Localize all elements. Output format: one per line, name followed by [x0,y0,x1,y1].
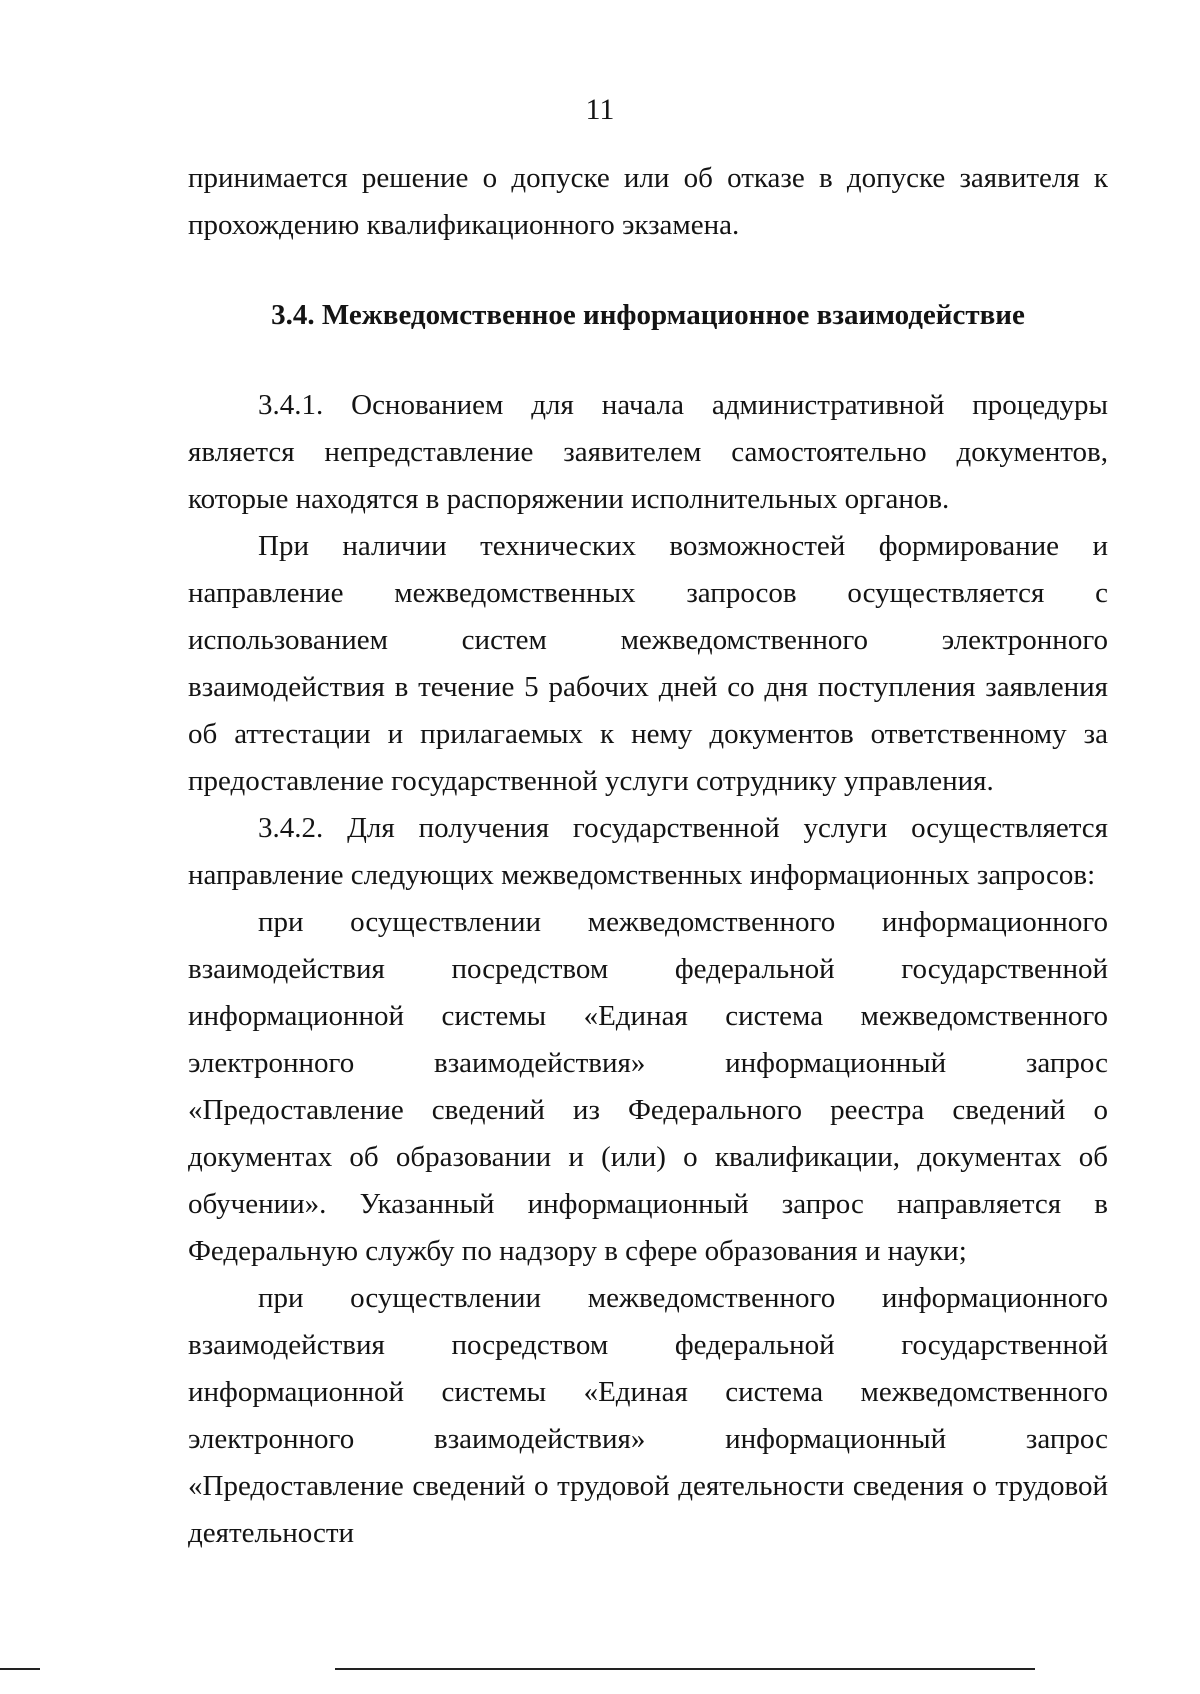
paragraph-3-4-2: 3.4.2. Для получения государственной услуги осуществляется направление следующих межведомственных информационных запросов: [188,812,1108,891]
spacer [188,249,1108,292]
footer-rule [335,1668,1035,1670]
paragraph-request-labor-activity: при осуществлении межведомственного информационного взаимодействия посредством федеральной государственной информационной системы «Единая система межведомственного электронного взаимодействия» информационный запрос «Предоставление сведений о трудовой деятельности сведения о трудовой деятельности [188,1282,1108,1549]
footer-rule [0,1668,40,1670]
page-number: 11 [585,93,615,126]
document-body [188,155,1108,1557]
continued-paragraph: принимается решение о допуске или об отказе в допуске заявителя к прохождению квалификационного экзамена. [188,162,1108,241]
paragraph-3-4-1: 3.4.1. Основанием для начала административной процедуры является непредставление заявителем самостоятельно документов, которые находятся в распоряжении исполнительных органов. [188,389,1108,515]
paragraph-technical-possibilities: При наличии технических возможностей формирование и направление межведомственных запросов осуществляется с использованием систем межведомственного электронного взаимодействия в течение 5 рабочих дней со дня поступления заявления об аттестации и прилагаемых к нему документов ответственному за предоставление государственной услуги сотруднику управления. [188,530,1108,797]
section-heading: 3.4. Межведомственное информационное взаимодействие [271,299,1025,331]
paragraph-request-education-registry: при осуществлении межведомственного информационного взаимодействия посредством федеральной государственной информационной системы «Единая система межведомственного электронного взаимодействия» информационный запрос «Предоставление сведений из Федерального реестра сведений о документах об образовании и (или) о квалификации, документах об обучении». Указанный информационный запрос направляется в Федеральную службу по надзору в сфере образования и науки; [188,906,1108,1267]
spacer [188,339,1108,382]
